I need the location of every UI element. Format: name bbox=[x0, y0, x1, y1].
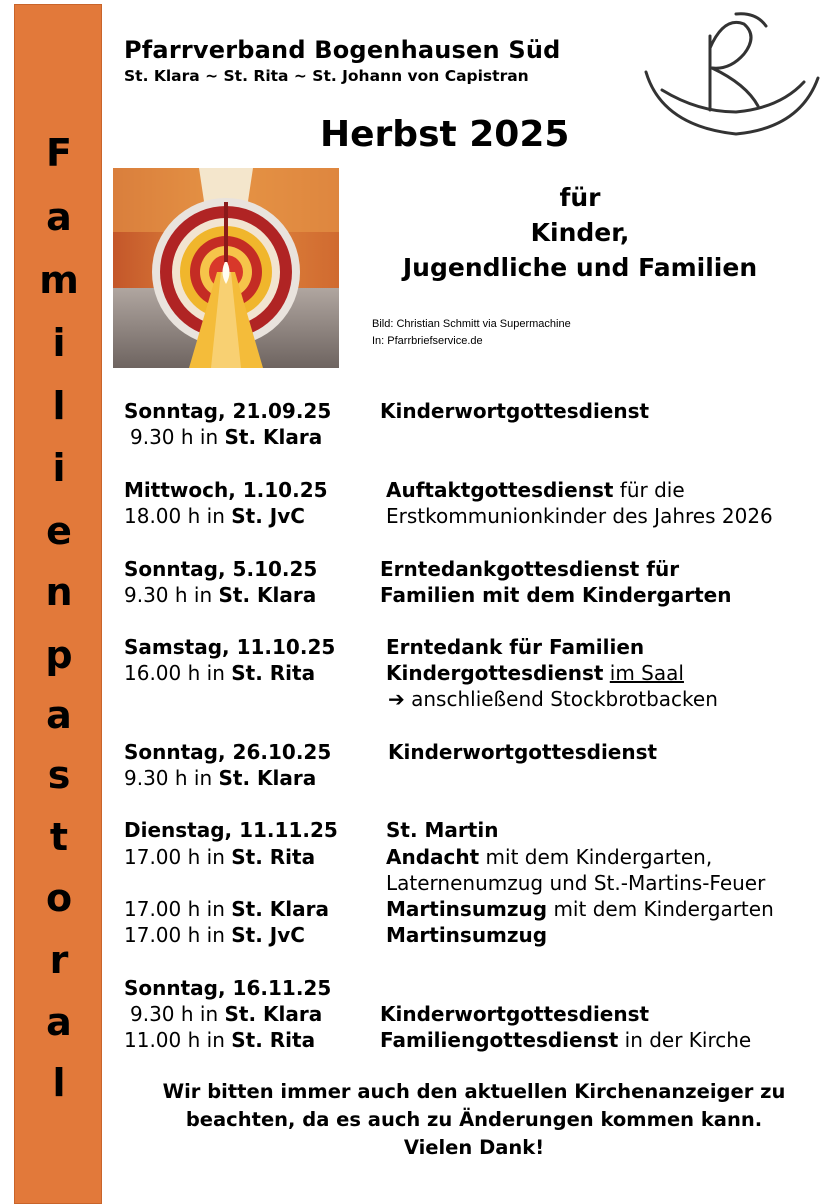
event-time-location bbox=[124, 922, 305, 948]
org-name: Pfarrverband Bogenhausen Süd bbox=[124, 36, 561, 64]
audience-line: Kinder, bbox=[530, 218, 630, 247]
footer-line: Wir bitten immer auch den aktuellen Kirchenanzeiger zu bbox=[162, 1080, 786, 1103]
event-time-location bbox=[124, 582, 316, 608]
event-detail-bold: Martinsumzug bbox=[386, 897, 548, 921]
sidebar-banner bbox=[14, 4, 102, 1204]
event-detail-rest: in der Kirche bbox=[618, 1028, 752, 1052]
event-time: 16.00 h in bbox=[124, 661, 232, 685]
event-title: Auftaktgottesdienst bbox=[386, 478, 614, 502]
event-time-location bbox=[124, 503, 305, 529]
event-time: 11.00 h in bbox=[124, 1028, 232, 1052]
event-detail: Kinderwortgottesdienst bbox=[380, 1002, 650, 1026]
sidebar-letter: a bbox=[46, 195, 72, 239]
footer-line: beachten, da es auch zu Änderungen kommen kann. bbox=[185, 1108, 763, 1131]
event-place: St. JvC bbox=[231, 504, 305, 528]
event-detail-bold: Kindergottesdienst bbox=[386, 661, 604, 685]
event-place: St. Klara bbox=[218, 766, 317, 790]
event-time: 9.30 h in bbox=[124, 766, 219, 790]
sidebar-letter: n bbox=[45, 570, 73, 614]
sidebar-letter: l bbox=[52, 384, 66, 428]
event-detail: Martinsumzug bbox=[386, 923, 548, 947]
event-time-location bbox=[130, 424, 322, 450]
event-detail-bold: Familiengottesdienst bbox=[380, 1028, 619, 1052]
sidebar-letter: t bbox=[49, 815, 69, 859]
event-time: 18.00 h in bbox=[124, 504, 232, 528]
event-date: Mittwoch, 1.10.25 bbox=[124, 478, 328, 502]
sidebar-letter: e bbox=[46, 509, 72, 553]
event-place: St. Klara bbox=[224, 1002, 323, 1026]
image-credit bbox=[372, 316, 571, 350]
event-time: 17.00 h in bbox=[124, 845, 232, 869]
footer-line: Vielen Dank! bbox=[403, 1136, 545, 1159]
event-detail: Familien mit dem Kindergarten bbox=[380, 583, 732, 607]
event-detail bbox=[386, 660, 684, 686]
event-place: St. JvC bbox=[231, 923, 305, 947]
season-title: Herbst 2025 bbox=[320, 114, 570, 155]
event-title: Erntedank für Familien bbox=[386, 635, 645, 659]
event-time-location bbox=[124, 844, 315, 870]
credit-line: Bild: Christian Schmitt via Supermachine bbox=[372, 318, 571, 330]
event-time: 17.00 h in bbox=[124, 897, 232, 921]
sidebar-letter: s bbox=[47, 753, 71, 797]
audience-line: Jugendliche und Familien bbox=[402, 253, 758, 282]
event-time-location bbox=[130, 1001, 322, 1027]
event-date: Samstag, 11.10.25 bbox=[124, 635, 336, 659]
event-time: 9.30 h in bbox=[124, 583, 219, 607]
sidebar-letter: p bbox=[45, 633, 73, 677]
parish-list: St. Klara ~ St. Rita ~ St. Johann von Capistran bbox=[124, 67, 529, 85]
event-location-link[interactable]: im Saal bbox=[609, 661, 684, 685]
sidebar-letter: o bbox=[45, 876, 73, 920]
sidebar-letter: m bbox=[39, 258, 79, 302]
event-title-line bbox=[386, 477, 685, 503]
sidebar-letter: l bbox=[52, 1061, 66, 1105]
event-detail bbox=[386, 896, 774, 922]
event-detail: Erstkommunionkinder des Jahres 2026 bbox=[386, 504, 773, 528]
event-time-location bbox=[124, 660, 315, 686]
audience-heading bbox=[360, 180, 800, 285]
event-detail-rest: mit dem Kindergarten, bbox=[479, 845, 713, 869]
event-time: 9.30 h in bbox=[130, 1002, 225, 1026]
event-place: St. Klara bbox=[218, 583, 317, 607]
event-date: Sonntag, 26.10.25 bbox=[124, 740, 332, 764]
event-detail bbox=[386, 844, 712, 870]
event-place: St. Rita bbox=[231, 661, 316, 685]
event-detail bbox=[380, 1027, 751, 1053]
event-place: St. Rita bbox=[231, 1028, 316, 1052]
audience-line: für bbox=[559, 183, 601, 212]
event-time-location bbox=[124, 765, 316, 791]
event-title: Erntedankgottesdienst für bbox=[380, 557, 680, 581]
event-detail-rest: mit dem Kindergarten bbox=[547, 897, 774, 921]
event-place: St. Klara bbox=[231, 897, 329, 921]
event-detail-continued: Laternenumzug und St.-Martins-Feuer bbox=[386, 871, 766, 895]
credit-line: In: Pfarrbriefservice.de bbox=[372, 335, 483, 347]
sidebar-letter: a bbox=[46, 693, 72, 737]
sidebar-letter: i bbox=[52, 321, 66, 365]
event-date: Sonntag, 5.10.25 bbox=[124, 557, 318, 581]
sidebar-letter: i bbox=[52, 446, 66, 490]
event-title: Kinderwortgottesdienst bbox=[388, 740, 658, 764]
event-time-location bbox=[124, 896, 329, 922]
event-title-suffix: für die bbox=[613, 478, 685, 502]
sidebar-letter: r bbox=[49, 938, 69, 982]
event-date: Dienstag, 11.11.25 bbox=[124, 818, 338, 842]
event-time-location bbox=[124, 1027, 315, 1053]
event-date: Sonntag, 21.09.25 bbox=[124, 399, 332, 423]
event-title: Kinderwortgottesdienst bbox=[380, 399, 650, 423]
event-title: St. Martin bbox=[386, 818, 499, 842]
event-time: 17.00 h in bbox=[124, 923, 232, 947]
event-followup: ➔ anschließend Stockbrotbacken bbox=[388, 687, 718, 711]
event-time: 9.30 h in bbox=[130, 425, 225, 449]
event-place: St. Klara bbox=[224, 425, 323, 449]
footer-note bbox=[124, 1078, 824, 1162]
sidebar-letter: F bbox=[46, 131, 72, 175]
parish-logo bbox=[640, 8, 820, 143]
event-detail-bold: Andacht bbox=[386, 845, 480, 869]
event-place: St. Rita bbox=[231, 845, 316, 869]
event-date: Sonntag, 16.11.25 bbox=[124, 976, 332, 1000]
candle-artwork-image bbox=[113, 168, 339, 368]
sidebar-letter: a bbox=[46, 1000, 72, 1044]
